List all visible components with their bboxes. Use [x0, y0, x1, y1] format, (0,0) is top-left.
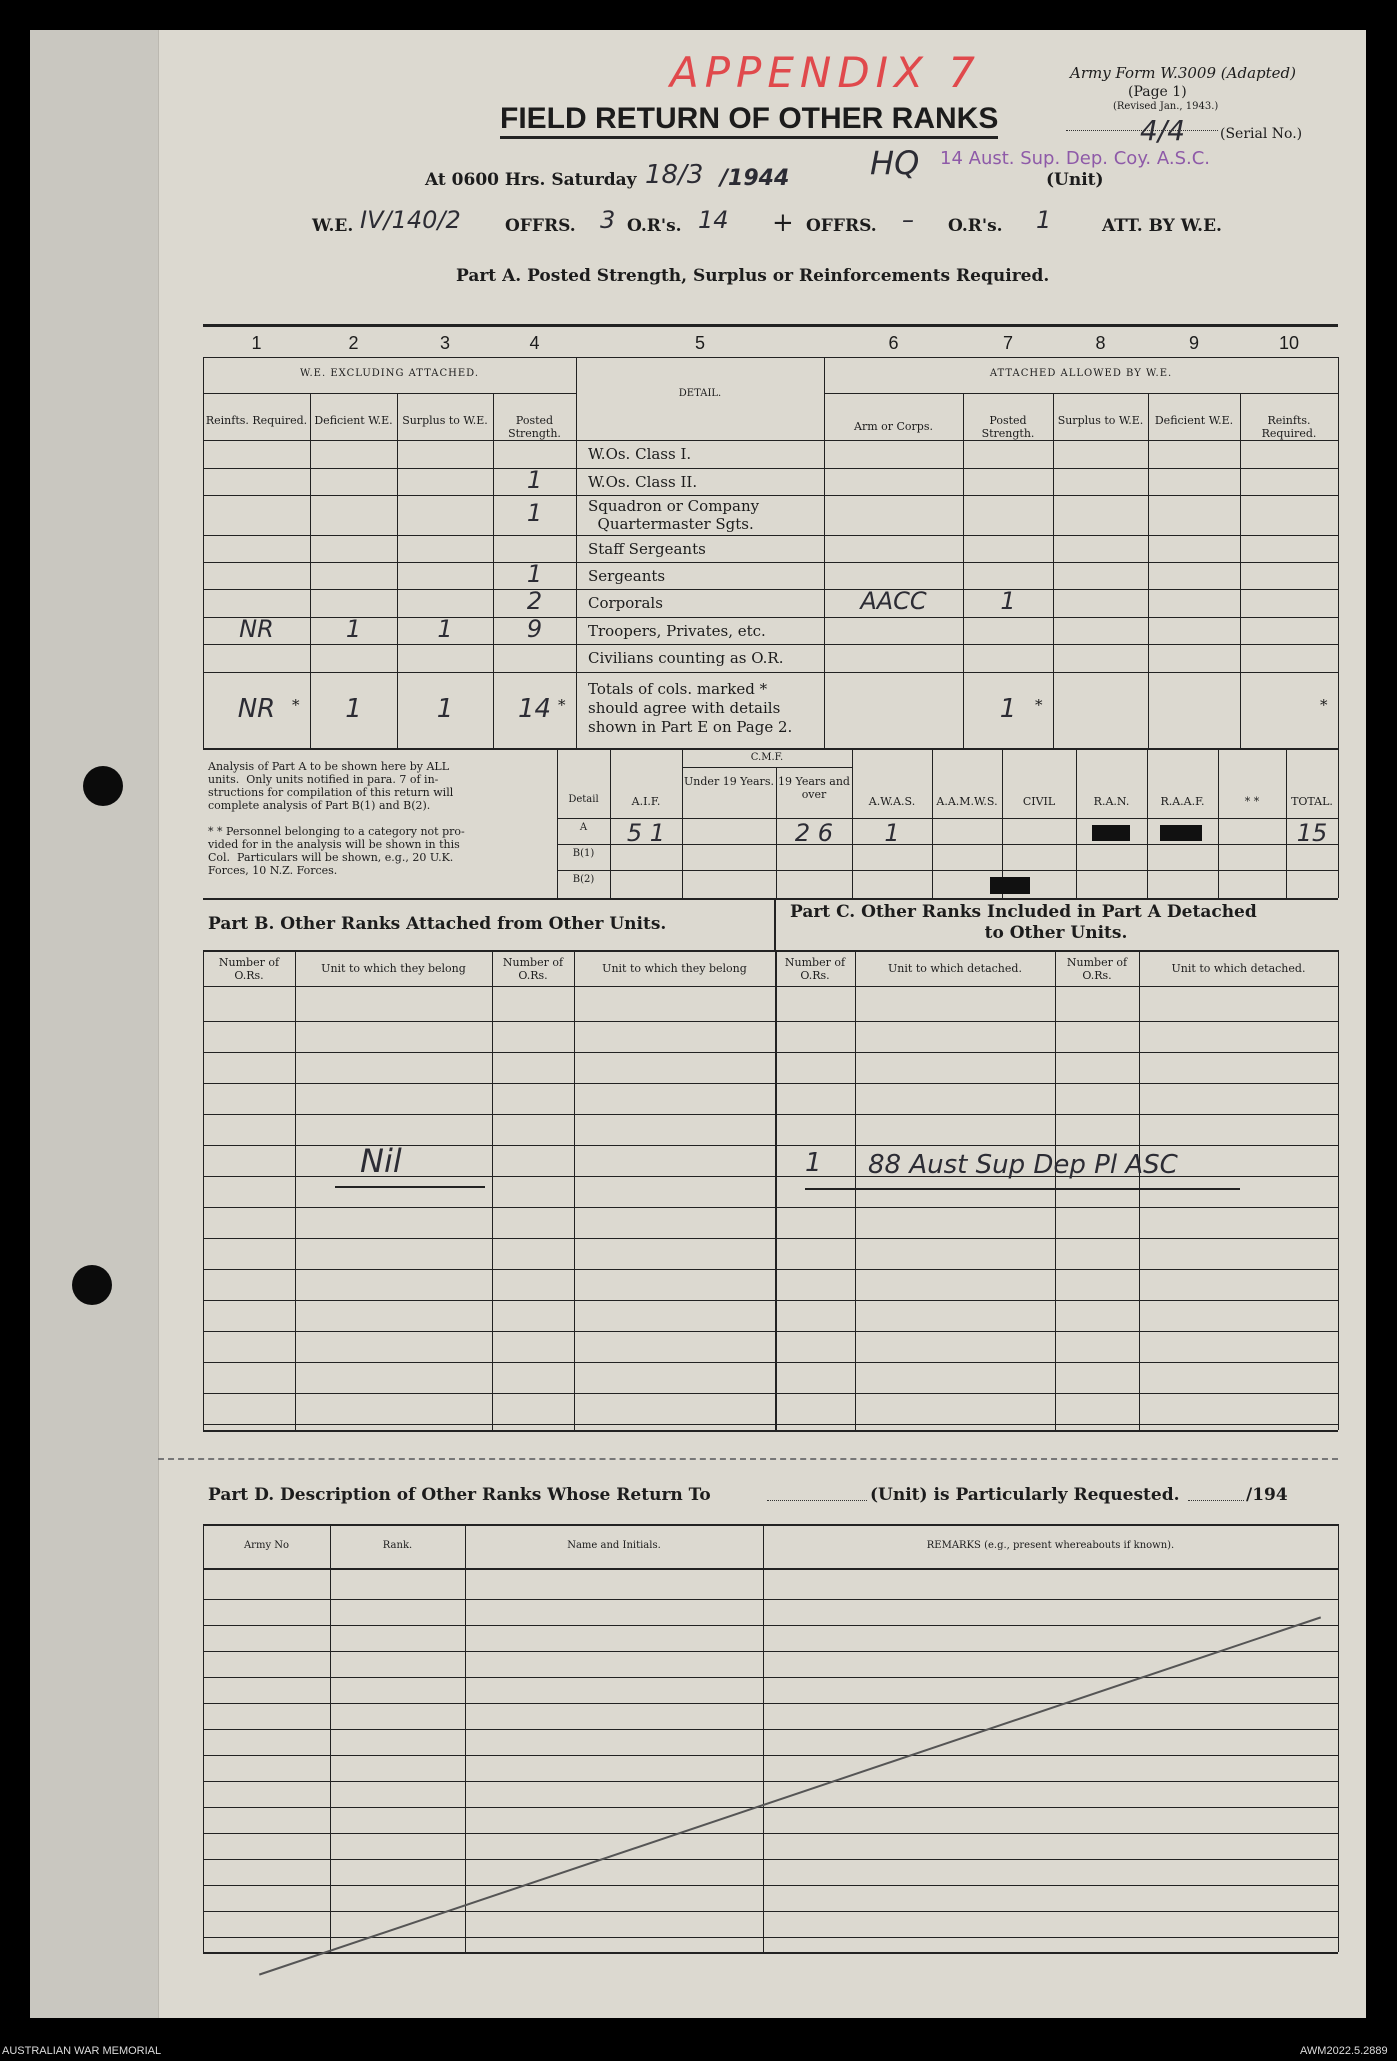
part-c-title-2: to Other Units.	[984, 923, 1128, 943]
rule-line	[203, 950, 204, 1430]
row-detail-label: Civilians counting as O.R.	[588, 649, 784, 667]
analysis-header: Under 19 Years.	[684, 775, 774, 788]
column-header: Posted Strength.	[508, 414, 561, 440]
we-value: IV/140/2	[360, 206, 461, 234]
rule-line	[203, 357, 204, 748]
rule-line	[574, 950, 575, 1430]
row-value: AACC	[860, 587, 927, 615]
rule-line	[203, 1885, 1338, 1886]
analysis-header: R.A.N.	[1093, 795, 1130, 808]
form-revision: (Revised Jan., 1943.)	[1113, 101, 1219, 112]
rule-line	[932, 748, 933, 898]
rule-line	[203, 1651, 1338, 1652]
total-value: NR	[237, 694, 276, 724]
column-header: Surplus to W.E.	[1057, 414, 1144, 427]
rule-line	[203, 644, 1338, 645]
rule-line	[1148, 393, 1149, 748]
rule-line	[682, 767, 852, 768]
part-d-title: Part D. Description of Other Ranks Whose Return To	[208, 1485, 711, 1505]
analysis-aif-value: 5 1	[626, 819, 666, 847]
row-detail-label: Corporals	[588, 594, 663, 612]
analysis-header: A.I.F.	[631, 795, 661, 808]
part-a-title: Part A. Posted Strength, Surplus or Reinforcements Required.	[456, 266, 1050, 286]
rule-line	[203, 357, 1338, 358]
rule-line	[1338, 1524, 1339, 1952]
column-header: Unit to which detached.	[888, 962, 1022, 975]
rule-line	[203, 1269, 1338, 1270]
detail-header: DETAIL.	[678, 388, 722, 399]
analysis-row-label: B(2)	[572, 874, 595, 885]
plus-sign: +	[772, 208, 794, 238]
total-value: 14	[517, 694, 552, 724]
analysis-row-label: A	[579, 822, 588, 833]
column-number: 8	[1095, 333, 1106, 353]
year-value: /1944	[720, 166, 790, 191]
part-c-unit-entry: 88 Aust Sup Dep Pl ASC	[868, 1150, 1178, 1180]
rule-line	[203, 1729, 1338, 1730]
group-header-left: W.E. EXCLUDING ATTACHED.	[299, 368, 480, 379]
rule-line	[203, 1393, 1338, 1394]
att-label: ATT. BY W.E.	[1102, 216, 1222, 236]
unit-stamp: 14 Aust. Sup. Dep. Coy. A.S.C.	[940, 148, 1210, 169]
section-divider	[158, 1458, 1338, 1460]
cancel-stroke	[259, 1616, 1321, 1975]
column-header: Deficient W.E.	[1154, 414, 1234, 427]
row-value: 9	[526, 614, 543, 643]
ors-label: O.R's.	[627, 216, 682, 236]
column-header: Surplus to W.E.	[402, 414, 488, 427]
analysis-header: A.A.M.W.S.	[936, 795, 998, 808]
column-number: 3	[439, 333, 450, 353]
row-value: 1	[345, 614, 362, 643]
row-value: 1	[526, 499, 543, 527]
archive-credit: AUSTRALIAN WAR MEMORIAL	[2, 2045, 162, 2057]
column-header: Rank.	[382, 1540, 413, 1551]
rule-line	[203, 495, 1338, 496]
unit-underline	[805, 1188, 1240, 1190]
column-number: 1	[251, 333, 262, 353]
rule-line	[203, 1362, 1338, 1363]
appendix-annotation: APPENDIX 7	[670, 48, 981, 97]
rule-line	[203, 1677, 1338, 1678]
rule-line	[576, 357, 577, 748]
asterisk-mark: *	[558, 696, 566, 714]
rule-line	[1076, 748, 1077, 898]
analysis-note: Analysis of Part A to be shown here by ALL units. Only units notified in para. 7 of in- structions for compilation of this return will complete analysis of Part B(1) and B(2).	[208, 760, 454, 812]
part-b-title: Part B. Other Ranks Attached from Other Units.	[208, 914, 667, 934]
offrs-label: OFFRS.	[505, 216, 576, 236]
cmf-header: C.M.F.	[750, 752, 784, 763]
asterisk-mark: *	[1320, 696, 1328, 714]
analysis-over19-value: 2 6	[794, 819, 834, 847]
redaction-mark	[990, 877, 1030, 894]
rule-line	[682, 748, 683, 898]
serial-number-value: 4/4	[1140, 114, 1186, 147]
archive-reference: AWM2022.5.2889	[1300, 2045, 1388, 2057]
rule-line	[203, 1430, 1338, 1432]
form-name: Army Form W.3009 (Adapted)	[1070, 64, 1296, 82]
rule-line	[1338, 748, 1339, 898]
rule-line	[1218, 748, 1219, 898]
rule-line	[203, 589, 1338, 590]
rule-line	[203, 1300, 1338, 1301]
we-label: W.E.	[312, 216, 354, 236]
unit-handwritten: HQ	[870, 144, 920, 182]
analysis-row-label: B(1)	[572, 848, 595, 859]
analysis-header: CIVIL	[1022, 795, 1056, 808]
column-number: 5	[694, 333, 705, 353]
analysis-total-value: 15	[1296, 819, 1328, 847]
rule-line	[824, 357, 825, 748]
part-d-year: /194	[1246, 1485, 1288, 1505]
ors2-value: 1	[1036, 206, 1052, 234]
row-detail-label: Squadron or Company Quartermaster Sgts.	[588, 497, 760, 533]
rule-line	[203, 1052, 1338, 1053]
redaction-mark	[1092, 825, 1130, 841]
rule-line	[1338, 357, 1339, 748]
analysis-detail-label: Detail	[568, 794, 599, 805]
row-detail-label: Staff Sergeants	[588, 539, 706, 558]
rule-line	[203, 535, 1338, 536]
rule-line	[492, 950, 493, 1430]
redaction-mark	[1160, 825, 1202, 841]
rule-line	[203, 1952, 1338, 1954]
rule-line	[203, 672, 1338, 673]
analysis-header: TOTAL.	[1291, 795, 1333, 808]
column-header: Unit to which they belong	[321, 962, 466, 975]
rule-line	[203, 1331, 1338, 1332]
row-value: 2	[526, 587, 543, 615]
column-header: Army No	[243, 1540, 290, 1551]
serial-label: (Serial No.)	[1220, 126, 1303, 142]
part-c-title: Part C. Other Ranks Included in Part A Detached	[790, 902, 1257, 922]
row-detail-label: Sergeants	[588, 566, 666, 585]
rule-line	[557, 870, 1338, 871]
rule-line	[203, 1833, 1338, 1834]
rule-line	[203, 1599, 1338, 1600]
nil-underline	[335, 1186, 485, 1188]
page-title: FIELD RETURN OF OTHER RANKS	[500, 102, 998, 139]
rule-line	[203, 1859, 1338, 1860]
row-value: 1	[526, 465, 543, 494]
rule-line	[203, 440, 1338, 441]
punch-hole	[72, 1265, 112, 1305]
column-number: 6	[888, 333, 899, 353]
analysis-note-2: * * Personnel belonging to a category not pro- vided for in the analysis will be shown in this Col. Particulars will be shown, e.g., 20 U.K. Forces, 10 N.Z. Forces.	[208, 825, 465, 877]
dotted-line	[767, 1500, 867, 1501]
table-top-rule	[203, 324, 1338, 327]
ors2-label: O.R's.	[948, 216, 1003, 236]
column-number: 4	[529, 333, 540, 353]
form-page-number: (Page 1)	[1128, 84, 1187, 100]
rule-line	[1338, 950, 1339, 1430]
column-header: Reinfts. Required.	[1261, 414, 1317, 440]
row-detail-label: W.Os. Class II.	[588, 472, 698, 491]
rule-line	[855, 950, 856, 1430]
dotted-line	[1188, 1500, 1244, 1501]
column-header: Number of O.Rs.	[502, 956, 564, 982]
rule-line	[203, 1807, 1338, 1808]
column-header: Deficient W.E.	[314, 414, 393, 427]
column-number: 9	[1188, 333, 1199, 353]
analysis-header: A.W.A.S.	[868, 795, 916, 808]
row-detail-label: W.Os. Class I.	[588, 445, 692, 463]
form-page	[30, 30, 1366, 2018]
totals-detail-label: Totals of cols. marked * should agree with details shown in Part E on Page 2.	[588, 680, 793, 736]
analysis-header: * *	[1244, 795, 1260, 808]
serial-dotted-line	[1066, 130, 1218, 131]
offrs-value: 3	[600, 206, 616, 234]
column-header: Unit to which they belong	[602, 962, 747, 975]
column-number: 10	[1278, 333, 1300, 353]
rule-line	[203, 748, 1338, 750]
rule-line	[203, 1424, 1338, 1425]
asterisk-mark: *	[292, 696, 300, 714]
rule-line	[203, 1625, 1338, 1626]
rule-line	[203, 1207, 1338, 1208]
rule-line	[203, 898, 1338, 900]
punch-hole	[83, 766, 123, 806]
rule-line	[824, 393, 1338, 394]
column-header: Arm or Corps.	[854, 420, 933, 433]
rule-line	[203, 468, 1338, 469]
rule-line	[330, 1524, 331, 1952]
asterisk-mark: *	[1035, 696, 1043, 714]
row-value: 1	[437, 614, 453, 643]
rule-line	[1002, 748, 1003, 898]
rule-line	[203, 1911, 1338, 1912]
rule-line	[1139, 950, 1140, 1430]
row-value: 1	[526, 559, 543, 588]
part-c-number-entry: 1	[805, 1148, 822, 1178]
column-header: Number of O.Rs.	[218, 956, 280, 982]
rule-line	[203, 1755, 1338, 1756]
rule-line	[203, 1781, 1338, 1782]
rule-line	[203, 1524, 1338, 1526]
rule-line	[203, 1703, 1338, 1704]
offrs2-value: –	[902, 206, 914, 234]
row-detail-label: Troopers, Privates, etc.	[588, 621, 766, 640]
column-header: Posted Strength.	[981, 414, 1035, 440]
offrs2-label: OFFRS.	[806, 216, 877, 236]
rule-line	[763, 1524, 764, 1952]
rule-line	[465, 1524, 466, 1952]
rule-line	[203, 1021, 1338, 1022]
analysis-awas-value: 1	[884, 819, 900, 847]
rule-line	[203, 1114, 1338, 1115]
date-line-label: At 0600 Hrs. Saturday	[425, 170, 637, 190]
analysis-header: 19 Years and over	[778, 775, 850, 801]
rule-line	[203, 1238, 1338, 1239]
total-value: 1	[345, 694, 362, 724]
ors-value: 14	[698, 206, 729, 234]
date-value: 18/3	[645, 160, 704, 190]
rule-line	[203, 393, 576, 394]
rule-line	[1053, 393, 1054, 748]
rule-line	[203, 986, 1338, 987]
part-b-nil-entry: Nil	[360, 1142, 402, 1180]
column-header: Unit to which detached.	[1171, 962, 1306, 975]
rule-line	[775, 950, 777, 1430]
rule-line	[203, 1524, 204, 1952]
total-value: 1	[999, 694, 1017, 724]
rule-line	[1055, 950, 1056, 1430]
column-header: Number of O.Rs.	[784, 956, 846, 982]
group-header-right: ATTACHED ALLOWED BY W.E.	[989, 368, 1173, 379]
rule-line	[1147, 748, 1148, 898]
total-value: 1	[436, 694, 454, 724]
rule-line	[203, 562, 1338, 563]
column-header: Number of O.Rs.	[1066, 956, 1128, 982]
unit-label: (Unit)	[1046, 170, 1104, 190]
binding-margin	[30, 30, 159, 2018]
column-header: Reinfts. Required.	[205, 414, 308, 427]
analysis-header: R.A.A.F.	[1160, 795, 1205, 808]
rule-line	[203, 1568, 1338, 1570]
rule-line	[1240, 393, 1241, 748]
rule-line	[295, 950, 296, 1430]
rule-line	[203, 1083, 1338, 1084]
column-number: 7	[1002, 333, 1013, 353]
row-value: 1	[1000, 587, 1016, 615]
rule-line	[203, 950, 1338, 952]
column-header: REMARKS (e.g., present whereabouts if known).	[926, 1540, 1175, 1551]
part-d-title-unit: (Unit) is Particularly Requested.	[870, 1485, 1180, 1505]
row-value: NR	[239, 614, 274, 643]
column-number: 2	[348, 333, 359, 353]
column-header: Name and Initials.	[567, 1540, 661, 1551]
